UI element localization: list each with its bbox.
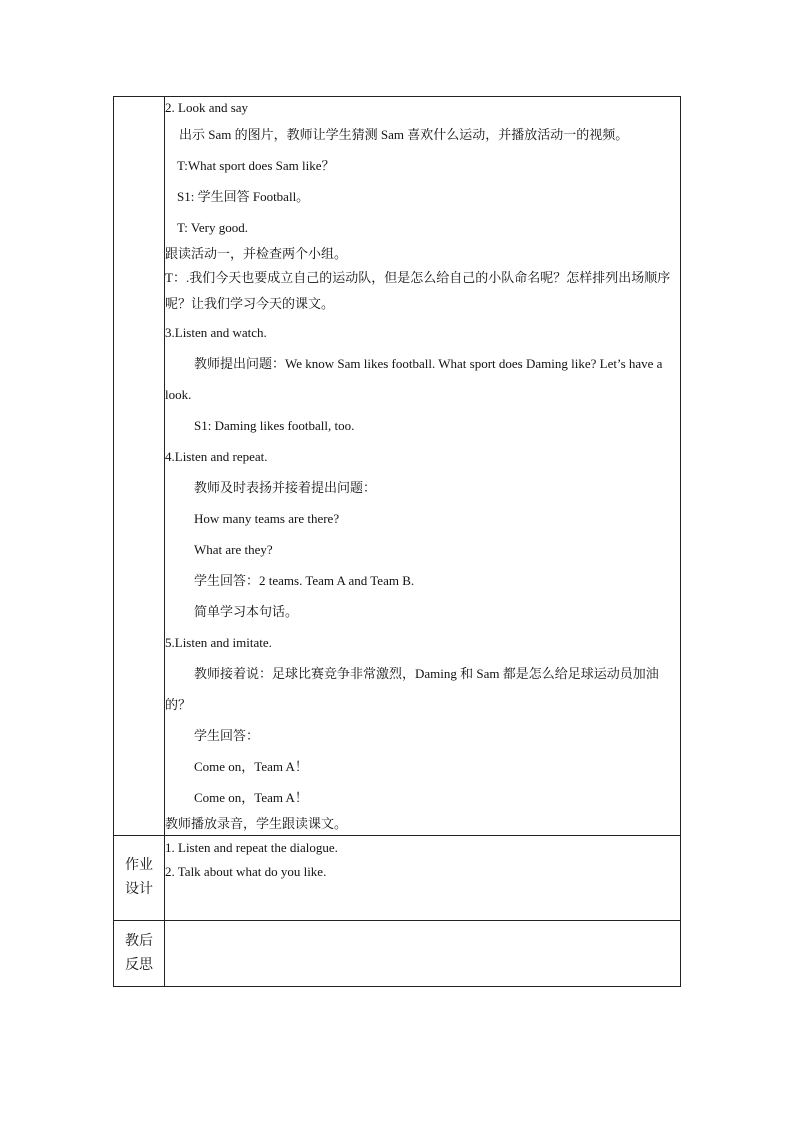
- step5-line3: Come on，Team A！: [194, 759, 308, 774]
- step4-line1: 教师及时表扬并接着提出问题：: [194, 480, 377, 495]
- step2-line3: S1: 学生回答 Football。: [177, 189, 310, 204]
- reflection-label-cell: [114, 921, 165, 987]
- step4-line3: What are they?: [194, 542, 273, 557]
- step3-title: 3.Listen and watch.: [165, 325, 267, 340]
- step3-line2: S1: Daming likes football, too.: [194, 418, 355, 433]
- reflection-label-line2: 反思: [125, 957, 153, 973]
- step3-line1: 教师提出问题：We know Sam likes football. What sport does Daming like? Let’s have a look.: [165, 356, 663, 402]
- step4-line5: 简单学习本句话。: [194, 604, 299, 619]
- step2-line6: T：.我们今天也要成立自己的运动队，但是怎么给自己的小队命名呢？怎样排列出场顺序呢？让我们学习今天的课文。: [165, 270, 671, 311]
- reflection-label-line1: 教后: [125, 933, 153, 949]
- step4-title: 4.Listen and repeat.: [165, 449, 268, 464]
- process-content-cell: [165, 97, 681, 836]
- step5-line4: Come on，Team A！: [194, 790, 308, 805]
- homework-label-cell: [114, 836, 165, 921]
- step5-line2: 学生回答：: [194, 728, 260, 743]
- step2-line4: T: Very good.: [177, 220, 248, 235]
- process-label-cell: [114, 97, 165, 836]
- step2-line2: T:What sport does Sam like？: [177, 158, 335, 173]
- step2-title: 2. Look and say: [165, 100, 249, 115]
- step5-line1: 教师接着说：足球比赛竞争非常激烈，Daming 和 Sam 都是怎么给足球运动员加油的？: [165, 666, 659, 712]
- lesson-plan-table: [113, 96, 681, 987]
- homework-label-line2: 设计: [125, 882, 153, 897]
- reflection-content-cell: [165, 921, 681, 987]
- step4-line4: 学生回答：2 teams. Team A and Team B.: [194, 573, 415, 588]
- step5-title: 5.Listen and imitate.: [165, 635, 272, 650]
- step2-line5: 跟读活动一，并检查两个小组。: [165, 246, 348, 261]
- reflection-row: [114, 921, 681, 987]
- step2-line1: 出示 Sam 的图片，教师让学生猜测 Sam 喜欢什么运动，并播放活动一的视频。: [179, 127, 629, 142]
- homework-item-1: 1. Listen and repeat the dialogue.: [165, 840, 338, 855]
- step5-line5: 教师播放录音，学生跟读课文。: [165, 816, 348, 831]
- homework-row: [114, 836, 681, 921]
- homework-item-2: 2. Talk about what do you like.: [165, 864, 327, 879]
- process-row: [114, 97, 681, 836]
- homework-label-line1: 作业: [125, 858, 153, 873]
- step4-line2: How many teams are there?: [194, 511, 340, 526]
- homework-content-cell: [165, 836, 681, 921]
